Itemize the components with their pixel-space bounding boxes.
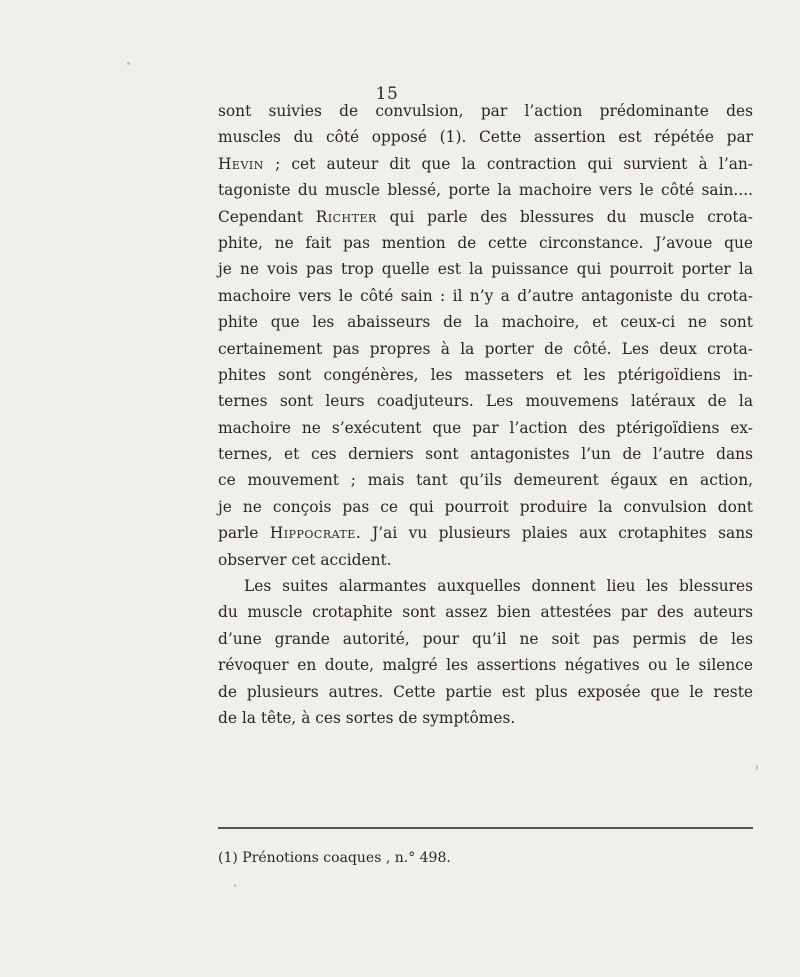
paper-speck [127,62,130,65]
text-line: parle Hippocrate. J’ai vu plusieurs plaies aux crotaphites sans [218,524,753,543]
text-line: révoquer en doute, malgré les assertions négatives ou le silence [218,656,753,675]
text-line: du muscle crotaphite sont assez bien attestées par des auteurs [218,603,753,622]
author-name: Hevin [218,154,264,173]
body-text [218,98,753,731]
text-line: phite que les abaisseurs de la machoire, et ceux-ci ne sont [218,313,753,332]
page-number: 15 [375,84,399,104]
text-line: observer cet accident. [218,550,392,569]
text-line: d’une grande autorité, pour qu’il ne soit pas permis de les [218,629,753,648]
footnote-separator [218,827,753,829]
text-line: phites sont congénères, les masseters et les ptérigoïdiens in- [218,365,753,384]
text-line: Les suites alarmantes auxquelles donnent lieu les blessures [244,577,753,596]
text-line: de plusieurs autres. Cette partie est plus exposée que le reste [218,682,753,701]
paper-speck [756,765,758,770]
text-line: ternes sont leurs coadjuteurs. Les mouvemens latéraux de la [218,392,753,411]
text-line: muscles du côté opposé (1). Cette assertion est répétée par [218,128,753,147]
text-line: Cependant Richter qui parle des blessures du muscle crota- [218,207,753,226]
text-line: tagoniste du muscle blessé, porte la machoire vers le côté sain.... [218,181,753,200]
text-line: phite, ne fait pas mention de cette circonstance. J’avoue que [218,233,753,252]
text-line: sont suivies de convulsion, par l’action prédominante des [218,102,753,120]
text-line: ternes, et ces derniers sont antagonistes l’un de l’autre dans [218,445,753,464]
text-line: ce mouvement ; mais tant qu’ils demeurent égaux en action, [218,471,753,490]
text-line: Hevin ; cet auteur dit que la contraction qui survient à l’an- [218,154,753,173]
text-line: je ne vois pas trop quelle est la puissance qui pourroit porter la [218,260,753,279]
text-line: de la tête, à ces sortes de symptômes. [218,708,516,727]
footnote: (1) Prénotions coaques , n.° 498. [218,850,451,866]
text-line: machoire ne s’exécutent que par l’action des ptérigoïdiens ex- [218,418,753,437]
author-name: Hippocrate [269,524,356,543]
text-line: machoire vers le côté sain : il n’y a d’autre antagoniste du crota- [218,286,753,305]
author-name: Richter [315,207,377,226]
paper-speck [234,884,236,887]
text-line: je ne conçois pas ce qui pourroit produire la convulsion dont [218,497,753,516]
text-line: certainement pas propres à la porter de côté. Les deux crota- [218,339,753,358]
